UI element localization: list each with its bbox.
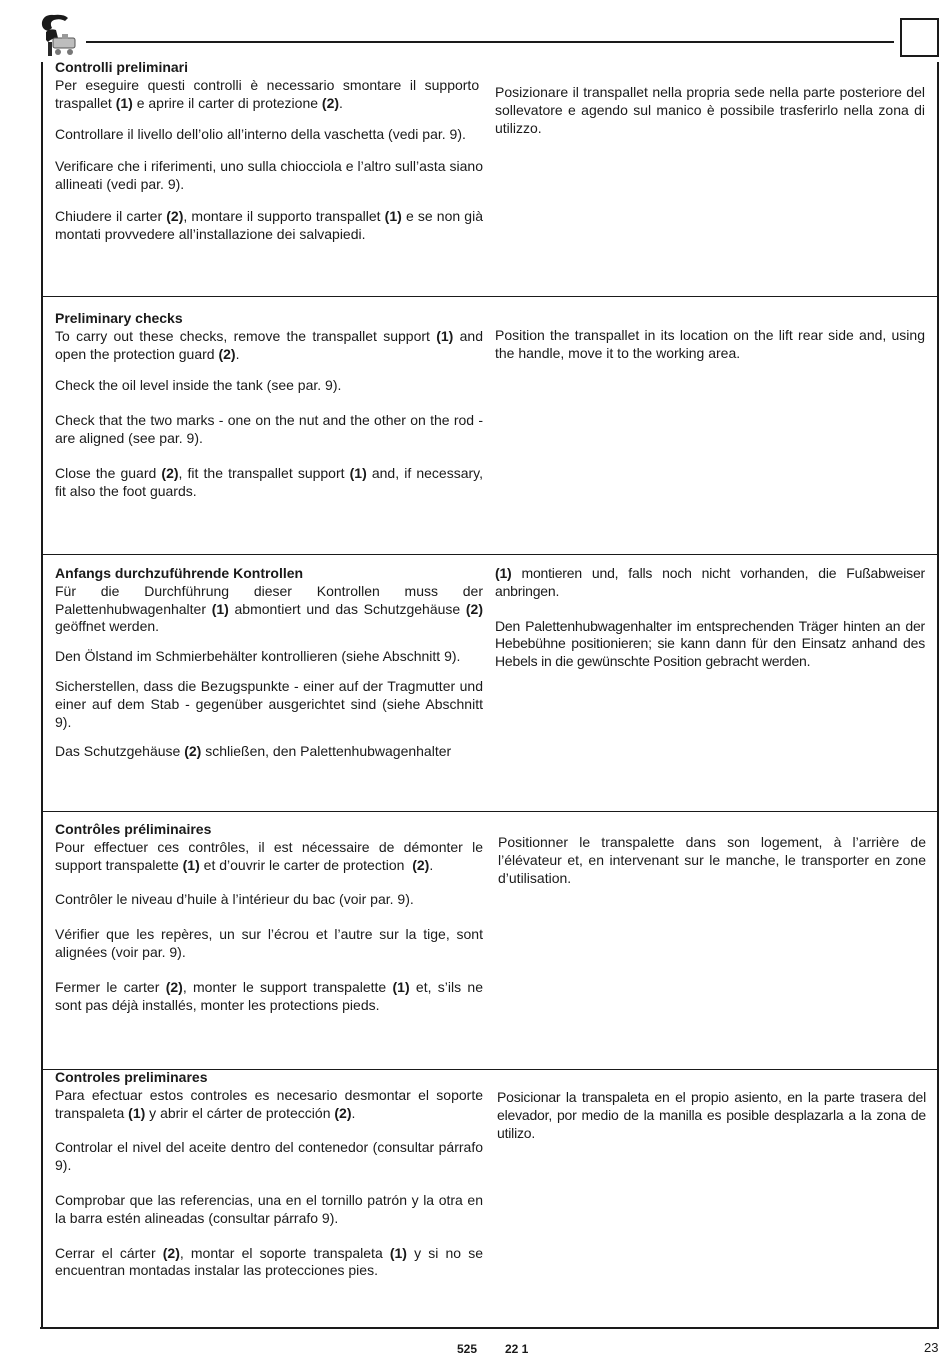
paragraph: Den Ölstand im Schmierbehälter kontrollieren (siehe Abschnitt 9).	[55, 648, 461, 665]
paragraph: Für die Durchführung dieser Kontrollen muss der Palettenhubwagenhalter (1) abmontiert und das Schutzgehäuse (2) geöffnet werden.	[55, 582, 483, 635]
paragraph: Posicionar la transpaleta en el propio asiento, en la parte trasera del elevador, por medio de la manilla es posible desplazarla a la zona de utilizo.	[497, 1089, 926, 1141]
paragraph: To carry out these checks, remove the transpallet support (1) and open the protection guard (2).	[55, 327, 484, 362]
section-french-right	[498, 834, 926, 887]
section-spanish-left	[55, 1069, 483, 1280]
paragraph: Sicherstellen, dass die Bezugspunkte - einer auf der Tragmutter und einer auf dem Stab - gegenüber ausgerichtet sind (siehe Abschnitt 9).	[55, 677, 483, 730]
paragraph: Check the oil level inside the tank (see par. 9).	[55, 377, 342, 394]
section-french-left	[55, 821, 483, 1014]
section-spanish	[41, 1069, 939, 1327]
section-italian-right	[495, 84, 925, 137]
paragraph: Per eseguire questi controlli è necessario smontare il supporto traspallet (1) e aprire il carter di protezione (2).	[55, 76, 483, 111]
section-title: Controlli preliminari	[55, 59, 189, 75]
paragraph: Cerrar el cárter (2), montar el soporte transpaleta (1) y si no se encuentran montadas instalar las protecciones pies.	[55, 1244, 483, 1279]
paragraph: Das Schutzgehäuse (2) schließen, den Palettenhubwagenhalter	[55, 743, 452, 760]
section-english-right	[495, 327, 925, 363]
footer-rule	[40, 1327, 939, 1329]
section-title: Contrôles préliminaires	[55, 821, 212, 837]
paragraph: Contrôler le niveau d’huile à l’intérieur du bac (voir par. 9).	[55, 891, 414, 908]
page-number: 23	[924, 1340, 939, 1355]
paragraph: Chiudere il carter (2), montare il supporto transpallet (1) e se non già montati provvedere all’installazione dei salvapiedi.	[55, 207, 483, 242]
section-german	[41, 554, 939, 811]
section-english	[41, 296, 939, 554]
section-italian	[41, 59, 939, 296]
footer-code-b: 22 1	[505, 1342, 529, 1356]
section-title: Preliminary checks	[55, 310, 183, 326]
brand-logo	[38, 12, 80, 58]
header-corner-box	[900, 18, 939, 57]
paragraph: Para efectuar estos controles es necesario desmontar el soporte transpaleta (1) y abrir el cárter de protección (2).	[55, 1086, 483, 1121]
section-italian-left	[55, 59, 483, 243]
paragraph: Close the guard (2), fit the transpallet support (1) and, if necessary, fit also the foot guards.	[55, 464, 483, 499]
section-german-left	[55, 565, 483, 761]
section-spanish-right	[497, 1089, 926, 1142]
paragraph: Position the transpallet in its location on the lift rear side and, using the handle, move it to the working area.	[495, 327, 925, 361]
paragraph: Positionner le transpalette dans son logement, à l’arrière de l’élévateur et, en intervenant sur le manche, le transporter en zone d’utilisation.	[498, 834, 926, 886]
paragraph: Verificare che i riferimenti, uno sulla chiocciola e l’altro sull’asta siano allineati (vedi par. 9).	[55, 158, 483, 192]
paragraph: Fermer le carter (2), monter le support transpalette (1) et, s’ils ne sont pas déjà installés, monter les protections pieds.	[55, 978, 483, 1013]
paragraph: Check that the two marks - one on the nut and the other on the rod - are aligned (see par. 9).	[55, 412, 483, 446]
section-english-left	[55, 310, 483, 500]
section-french	[41, 811, 939, 1069]
paragraph: Comprobar que las referencias, una en el tornillo patrón y la otra en la barra estén alineadas (consultar párrafo 9).	[55, 1191, 483, 1226]
paragraph: (1) montieren und, falls noch nicht vorhanden, die Fußabweiser anbringen.	[495, 565, 925, 599]
paragraph: Pour effectuer ces contrôles, il est nécessaire de démonter le support transpalette (1) et d’ouvrir le carter de protection (2).	[55, 838, 483, 873]
paragraph: Den Palettenhubwagenhalter im entsprechenden Träger hinten an der Hebebühne positionieren; sie kann dann für den Einsatz anhand des Hebels in die gewünschte Position gebracht werden.	[495, 617, 925, 670]
paragraph: Vérifier que les repères, un sur l’écrou et l’autre sur la tige, sont alignées (voir par. 9).	[55, 926, 483, 960]
footer-code-a: 525	[457, 1342, 478, 1356]
section-german-right	[495, 565, 925, 671]
paragraph: Posizionare il transpallet nella propria sede nella parte posteriore del sollevatore e agendo sul manico è possibile trasferirlo nella zona di utilizzo.	[495, 84, 925, 136]
section-title: Anfangs durchzuführende Kontrollen	[55, 565, 304, 581]
paragraph: Controlar el nivel del aceite dentro del contenedor (consultar párrafo 9).	[55, 1139, 483, 1174]
paragraph: Controllare il livello dell’olio all’interno della vaschetta (vedi par. 9).	[55, 126, 466, 143]
header-rule	[86, 41, 894, 43]
section-title: Controles preliminares	[55, 1069, 208, 1085]
